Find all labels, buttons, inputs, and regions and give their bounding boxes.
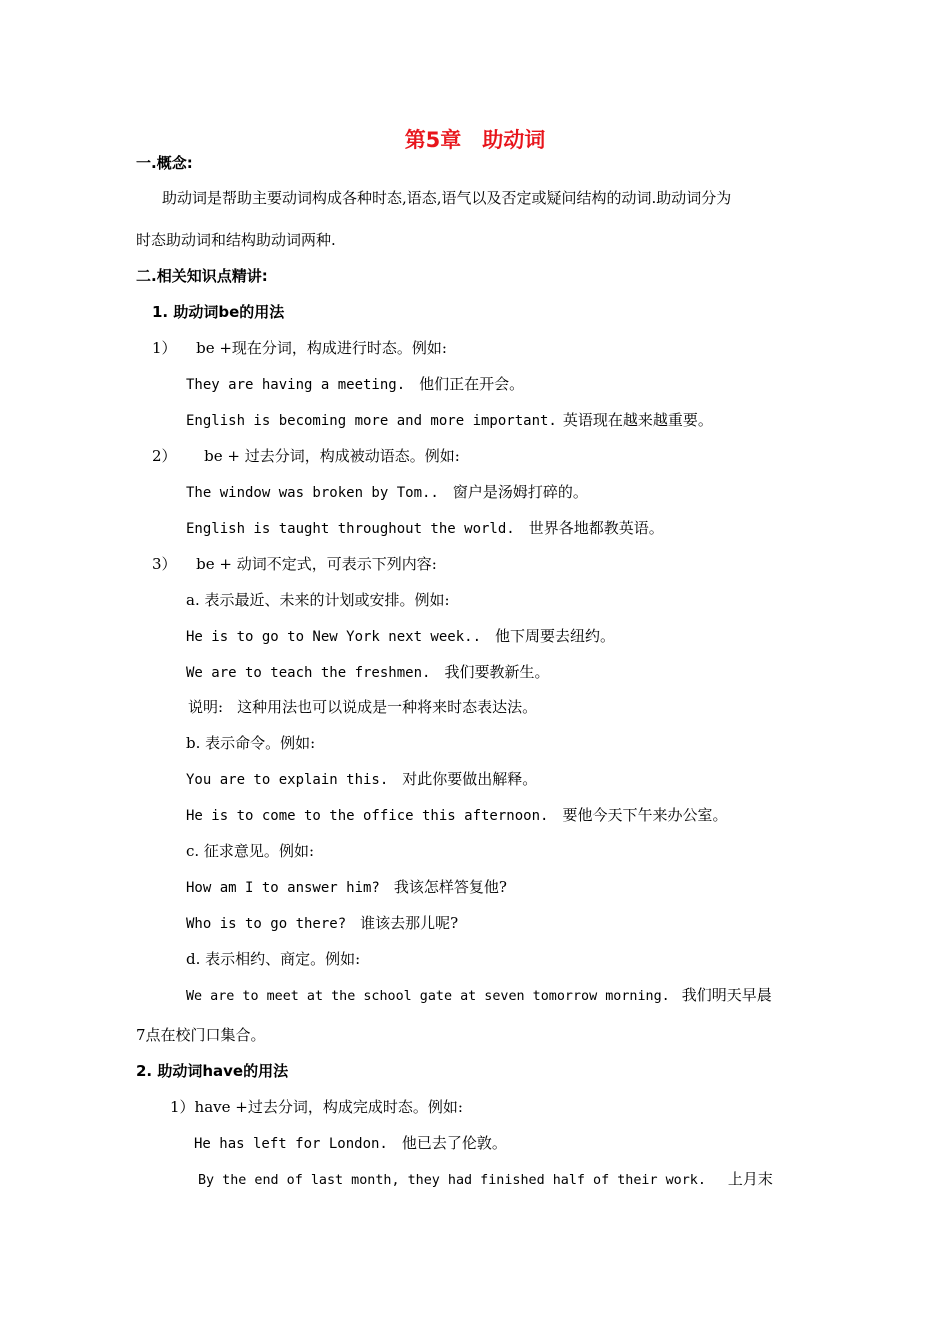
item-text: be + 动词不定式，可表示下列内容: xyxy=(196,555,437,573)
note-label: 说明: xyxy=(188,698,224,716)
example-line xyxy=(186,374,524,395)
example-line xyxy=(186,626,615,647)
example-line xyxy=(186,985,772,1007)
list-item: 1）have +过去分词，构成完成时态。例如: xyxy=(170,1098,463,1116)
example-en: How am I to answer him? xyxy=(186,880,380,896)
example-line xyxy=(186,805,727,826)
sub-item-a: a. 表示最近、未来的计划或安排。例如: xyxy=(186,591,450,609)
example-zh: 我们要教新生。 xyxy=(444,663,550,681)
example-en: English is taught throughout the world. xyxy=(186,521,515,537)
example-line xyxy=(186,518,664,539)
paragraph-line: 时态助动词和结构助动词两种. xyxy=(136,231,336,249)
example-en: He has left for London. xyxy=(194,1136,388,1152)
example-en: He is to come to the office this afternoon. xyxy=(186,808,549,824)
item-number: 1） xyxy=(152,339,177,357)
example-zh: 世界各地都教英语。 xyxy=(528,519,664,537)
list-item xyxy=(152,338,447,358)
note-text: 这种用法也可以说成是一种将来时态表达法。 xyxy=(237,698,538,716)
paragraph-line: 助动词是帮助主要动词构成各种时态,语态,语气以及否定或疑问结构的动词.助动词分为 xyxy=(162,189,732,207)
section-heading-knowledge: 二.相关知识点精讲: xyxy=(136,267,268,285)
item-number: 3） xyxy=(152,555,177,573)
example-line xyxy=(186,662,549,683)
example-line xyxy=(186,482,588,503)
example-en: Who is to go there? xyxy=(186,916,347,932)
example-zh: 窗户是汤姆打碎的。 xyxy=(452,483,588,501)
note-line xyxy=(188,697,537,717)
example-zh: 他们正在开会。 xyxy=(419,375,525,393)
example-line xyxy=(194,1133,507,1154)
item-text: be + 过去分词，构成被动语态。例如: xyxy=(204,447,460,465)
example-en: We are to meet at the school gate at seven tomorrow morning. xyxy=(186,989,670,1004)
subsection-heading-be: 1. 助动词be的用法 xyxy=(152,303,285,321)
example-en: By the end of last month, they had finished half of their work. xyxy=(198,1173,706,1188)
example-zh: 他已去了伦敦。 xyxy=(401,1134,507,1152)
list-item xyxy=(152,446,460,466)
example-en: You are to explain this. xyxy=(186,772,389,788)
example-zh: 谁该去那儿呢? xyxy=(360,914,459,932)
example-line xyxy=(186,877,507,898)
example-line xyxy=(186,913,458,934)
example-en: We are to teach the freshmen. xyxy=(186,665,431,681)
sub-item-c: c. 征求意见。例如: xyxy=(186,842,314,860)
example-zh: 上月末 xyxy=(727,1170,773,1188)
example-line xyxy=(186,410,713,431)
list-item xyxy=(152,554,437,574)
example-continuation: 7点在校门口集合。 xyxy=(136,1026,266,1044)
example-en: English is becoming more and more important. xyxy=(186,413,557,429)
chapter-title: 第5章 助动词 xyxy=(404,128,546,152)
subsection-heading-have: 2. 助动词have的用法 xyxy=(136,1062,289,1080)
example-zh: 英语现在越来越重要。 xyxy=(562,411,713,429)
example-zh: 对此你要做出解释。 xyxy=(402,770,538,788)
example-line xyxy=(186,769,537,790)
example-zh: 我该怎样答复他? xyxy=(393,878,507,896)
example-zh: 要他今天下午来办公室。 xyxy=(562,806,728,824)
item-number: 2） xyxy=(152,447,177,465)
example-line xyxy=(198,1169,773,1191)
example-en: The window was broken by Tom.. xyxy=(186,485,439,501)
section-heading-concept: 一.概念: xyxy=(136,154,193,172)
example-en: He is to go to New York next week.. xyxy=(186,629,482,645)
sub-item-b: b. 表示命令。例如: xyxy=(186,734,316,752)
example-zh: 他下周要去纽约。 xyxy=(495,627,616,645)
item-text: be +现在分词，构成进行时态。例如: xyxy=(196,339,447,357)
sub-item-d: d. 表示相约、商定。例如: xyxy=(186,950,361,968)
example-en: They are having a meeting. xyxy=(186,377,406,393)
example-zh: 我们明天早晨 xyxy=(681,986,772,1004)
